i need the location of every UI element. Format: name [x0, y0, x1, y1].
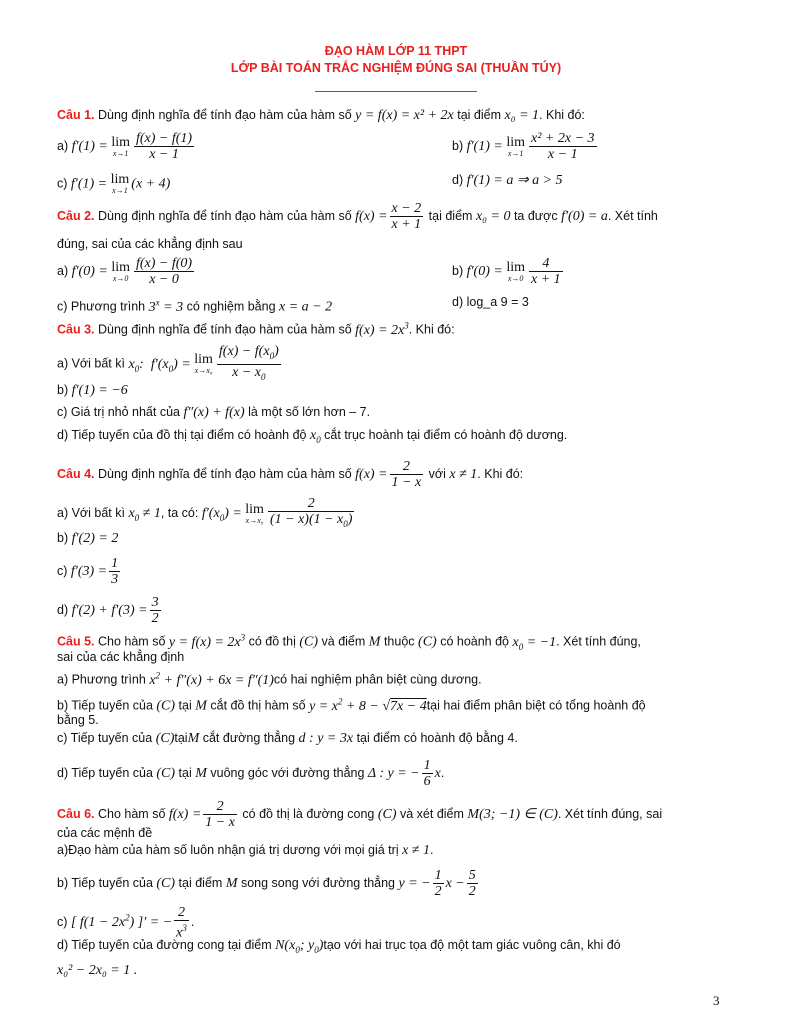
page-number: 3 [713, 993, 720, 1008]
q5-b-text2: tại [178, 698, 192, 713]
q1-c-label: c) [57, 176, 68, 191]
doc-subtitle: LỚP BÀI TOÁN TRẮC NGHIỆM ĐÚNG SAI (THUẦN TÚY) [230, 61, 562, 75]
q5-text3: và điểm [321, 634, 366, 649]
q1-option-c: c) f′(1) = lim x→1 (x + 4) [57, 172, 171, 195]
q5-b-line2: bằng 5. [57, 713, 99, 727]
q6-text4: . Xét tính đúng, sai [557, 806, 663, 821]
q2-option-b: b) f′(0) = lim x→0 $\frac{4}{x + 1}$ [452, 256, 561, 287]
q1-option-a: a) f′(1) = lim x→1 $\frac{f(x) - f(1)}{x - 1}$ [57, 131, 193, 162]
q3-option-c: c) Giá trị nhỏ nhất của f″(x) + f(x) là một số lớn hơn – 7. [57, 405, 371, 420]
q6-d-line2 [57, 963, 137, 978]
q4-label: Câu 4. [57, 466, 95, 481]
q6-text2: có đồ thị là đường cong [242, 806, 375, 821]
q1-d-expr: f′(1) = a ⇒ a > 5 [466, 173, 563, 188]
q1-d-label: d) [452, 173, 464, 187]
q4-option-b: b) f′(2) = 2 [57, 531, 119, 546]
q1-func: y = f(x) = x² + 2x [355, 108, 454, 123]
q2-option-d [452, 295, 529, 309]
q2-d-expr: d) log_a 9 = 3 [452, 295, 529, 309]
q6-c-text: c) [57, 915, 68, 930]
q6-b-text3: song song với đường thẳng [240, 875, 395, 890]
q4-option-c: c) f′(3) = $\frac{1}{3}$ [57, 556, 119, 587]
q1-b-label: b) [452, 138, 464, 153]
q6-label: Câu 6. [57, 806, 95, 821]
q1-label: Câu 1. [57, 108, 95, 122]
q4-stem: Câu 4. Dùng định nghĩa để tính đạo hàm của hàm số f(x) = $\frac{2}{1 - x}$ với x ≠ 1. Khi đó: [57, 459, 524, 490]
q6-text3: và xét điểm [400, 806, 464, 821]
q2-c-text2: có nghiệm bằng [186, 299, 276, 314]
q5-label: Câu 5. [57, 634, 95, 649]
q4-with: với [428, 466, 446, 481]
q4-end: . Khi đó: [477, 466, 524, 481]
q6-text: Cho hàm số [98, 806, 166, 821]
q1-point: x₀ = 1 [504, 108, 540, 123]
q6-stem: Câu 6. Cho hàm số f(x) = $\frac{2}{1 - x}$ có đồ thị là đường cong (C) và xét điểm M(3; −1) ∈ (C). Xét tính đúng, sai [57, 799, 663, 830]
q5-d-text1: d) Tiếp tuyến của [57, 765, 153, 780]
q5-b-text4: tại hai điểm phân biệt có tổng hoành độ [426, 698, 646, 713]
q2-c-eq: x = a − 2 [279, 299, 333, 315]
q2-option-c: c) Phương trình $3^x = 3$ có nghiệm bằng x = a − 2 [57, 297, 333, 315]
q4-option-a: a) Với bất kì $x_0 \ne 1$, ta có: $f'(x_0) = \lim$ x→x₀ $\frac{2}{(1 - x)(1 - x_0)}$ [57, 496, 353, 529]
q3-stem: Câu 3. Dùng định nghĩa để tính đạo hàm của hàm số $f(x) = 2x^3$. Khi đó: [57, 320, 455, 338]
q5-c-text4: tại điểm có hoành độ bằng 4. [356, 731, 518, 745]
q5-option-c: c) Tiếp tuyến của (C)tạiM cắt đường thẳng d : y = 3x tại điểm có hoành độ bằng 4. [57, 731, 518, 746]
q6-option-d: d) Tiếp tuyến của đường cong tại điểm $N(x_0$; $y_0)tạo$ với hai trục tọa độ một tam giác vuông cân, khi đó [57, 938, 621, 955]
q5-b-text1: b) Tiếp tuyến của [57, 698, 153, 713]
q4-a-text: a) Với bất kì [57, 506, 125, 521]
q6-b-text2: tại điểm [178, 875, 223, 890]
q5-c-text1: c) Tiếp tuyến của [57, 731, 153, 745]
q2-at: tại điểm [428, 208, 473, 223]
q2-end: . Xét tính [607, 208, 658, 223]
q2-stem-line2: đúng, sai của các khẳng định sau [57, 237, 243, 251]
q6-option-a: a)Đạo hàm của hàm số luôn nhận giá trị dương với mọi giá trị x ≠ 1. [57, 843, 434, 858]
q1-end: . Khi đó: [539, 108, 585, 122]
q3-a-text: a) Với bất kì [57, 356, 125, 371]
q6-option-b: b) Tiếp tuyến của (C) tại điểm M song song với đường thẳng y = − $\frac{1}{2}$ x − $\frac{5}{2}$ [57, 868, 476, 899]
q5-c-text2: tại [174, 731, 188, 745]
q6-a-text: a)Đạo hàm của hàm số luôn nhận giá trị dương với mọi giá trị [57, 843, 399, 857]
q5-text5: có hoành độ [440, 634, 509, 649]
q6-d-eq: x₀² − 2x₀ = 1 . [57, 963, 138, 978]
q1-a-label: a) [57, 138, 69, 153]
q3-c-text1: c) Giá trị nhỏ nhất của [57, 405, 180, 419]
q3-option-a: a) Với bất kì $x_0$: $f'(x_0) = \lim$ x→x₀ $\frac{f(x) - f(x_0)}{x - x_0}$ [57, 344, 279, 382]
q4-text: Dùng định nghĩa để tính đạo hàm của hàm số [98, 466, 352, 481]
q3-d-text1: d) Tiếp tuyến của đồ thị tại điểm có hoành độ [57, 428, 307, 442]
q1-option-d [452, 173, 563, 188]
q4-a-text2: , ta có: [160, 506, 199, 521]
q6-d-text2: tạo với hai trục tọa độ một tam giác vuông cân, khi đó [323, 938, 621, 952]
q2-option-a: a) f′(0) = lim x→0 $\frac{f(x) - f(0)}{x - 0}$ [57, 256, 193, 287]
q5-option-b: b) Tiếp tuyến của (C) tại M cắt đồ thị hàm số $y = x^2 + 8 - √7x$ − 4tại hai điểm phân biệt có tổng hoành độ [57, 696, 646, 714]
q6-stem-line2: của các mệnh đề [57, 826, 153, 840]
q5-option-d: d) Tiếp tuyến của (C) tại M vuông góc với đường thẳng Δ : y = − $\frac{1}{6}$ x. [57, 758, 445, 789]
q3-d-text2: cắt trục hoành tại điểm có hoành độ dương. [324, 428, 568, 442]
q2-stem: Câu 2. Dùng định nghĩa để tính đạo hàm của hàm số f(x) = $\frac{x - 2}{x + 1}$ tại điểm x₀ = 0 ta được f′(0) = a. Xét tính [57, 201, 658, 232]
q2-val: f′(0) = a [561, 208, 608, 224]
q2-c-text1: c) Phương trình [57, 299, 146, 314]
title-underline [315, 91, 477, 92]
q6-b-text1: b) Tiếp tuyến của [57, 875, 153, 890]
q3-end: . Khi đó: [408, 322, 455, 337]
q1-option-b: b) f′(1) = lim x→1 $\frac{\text{x² + 2x − 3}}{x - 1}$ [452, 131, 595, 162]
q4-option-d: d) f′(2) + f′(3) = $\frac{3}{2}$ [57, 595, 159, 626]
q1-at: tại điểm [457, 108, 502, 122]
q5-d-text3: vuông góc với đường thẳng [210, 765, 365, 780]
q5-b-text3: cắt đồ thị hàm số [210, 698, 306, 713]
q5-text6: . Xét tính đúng, [556, 634, 641, 649]
q3-option-b: b) f′(1) = −6 [57, 383, 128, 398]
q2-mid: ta được [513, 208, 558, 223]
q5-option-a: a) Phương trình $x^2 + f''(x) + 6x$ = f″(1)có hai nghiệm phân biệt cùng dương. [57, 670, 482, 688]
q3-text: Dùng định nghĩa để tính đạo hàm của hàm số [98, 322, 352, 337]
q5-text2: có đồ thị [248, 634, 296, 649]
doc-title: ĐẠO HÀM LỚP 11 THPT [324, 44, 468, 58]
q5-a-text1: a) Phương trình [57, 672, 146, 687]
q5-stem: Câu 5. Cho hàm số $y = f(x) = 2x^3$ có đồ thị (C) và điểm M thuộc (C) có hoành độ $x_0 = -1$. Xét tính đúng, [57, 632, 641, 652]
q6-d-text1: d) Tiếp tuyến của đường cong tại điểm [57, 938, 272, 952]
q1-stem [57, 108, 585, 123]
q2-label: Câu 2. [57, 208, 95, 223]
q2-text: Dùng định nghĩa để tính đạo hàm của hàm số [98, 208, 352, 223]
q3-b-expr: f′(1) = −6 [71, 383, 128, 398]
q4-b-expr: f′(2) = 2 [71, 531, 119, 546]
q5-text: Cho hàm số [98, 634, 166, 649]
q5-c-text3: cắt đường thẳng [202, 731, 296, 745]
q6-option-c: c) [ $f(1 - 2x^2)$ ]′ = − $\frac{2}{x^3}$ . [57, 905, 195, 941]
q1-text: Dùng định nghĩa để tính đạo hàm của hàm số [98, 108, 352, 122]
q2-point: x₀ = 0 [475, 208, 511, 224]
q5-text4: thuộc [383, 634, 415, 649]
q3-option-d: d) Tiếp tuyến của đồ thị tại điểm có hoành độ $x_0$ cắt trục hoành tại điểm có hoành độ dương. [57, 428, 568, 445]
q5-stem-line2: sai của các khẳng định [57, 650, 185, 664]
q3-label: Câu 3. [57, 322, 95, 337]
q5-a-text2: có hai nghiệm phân biệt cùng dương. [273, 672, 482, 687]
q5-d-text2: tại [178, 765, 192, 780]
q3-c-text2: là một số lớn hơn – 7. [248, 405, 371, 419]
